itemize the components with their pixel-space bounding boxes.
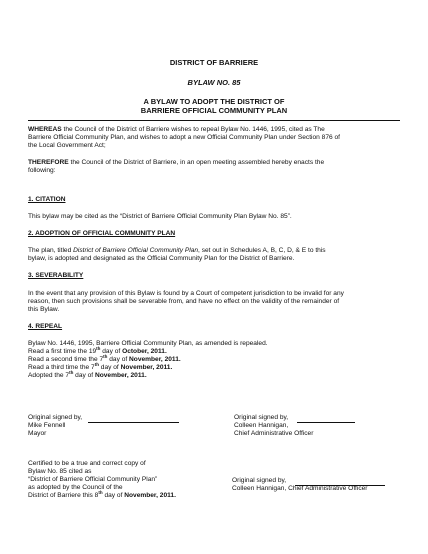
section-2-post: , set out in Schedules A, B, C, D, & E to this xyxy=(198,247,326,254)
therefore-lead: THEREFORE xyxy=(28,159,69,166)
bylaw-title-line-1: A BYLAW TO ADOPT THE DISTRICT OF xyxy=(143,97,285,106)
reading-adopted xyxy=(28,369,400,380)
section-3-heading: 3. SEVERABILITY xyxy=(28,272,84,279)
reading-second-pre: Read a second time the 7 xyxy=(28,356,104,363)
whereas-line-1 xyxy=(28,126,400,134)
mayor-signature-line xyxy=(88,422,179,423)
section-2-heading: 2. ADOPTION OF OFFICIAL COMMUNITY PLAN xyxy=(28,230,176,237)
certifier-signed-label: Original signed by, xyxy=(232,477,287,484)
whereas-lead: WHEREAS xyxy=(28,126,62,133)
district-heading: DISTRICT OF BARRIERE xyxy=(169,58,259,67)
cao-signed-label: Original signed by, xyxy=(234,414,289,421)
reading-third-sup: th xyxy=(94,361,99,367)
section-3-line-1: In the event that any provision of this Bylaw is found by a Court of competent jurisdiction to be invalid for any xyxy=(28,290,344,297)
reading-third-date: November, 2011. xyxy=(120,364,173,371)
certifier-name: Colleen Hannigan, Chief Administrative Officer xyxy=(232,485,368,492)
section-3-line-3: this Bylaw. xyxy=(28,306,60,313)
section-2-pre: The plan, titled xyxy=(28,247,74,254)
reading-third xyxy=(28,361,400,372)
cao-signature-line xyxy=(297,422,355,423)
reading-adopted-mid: day of xyxy=(73,372,95,379)
mayor-name: Mike Fennell xyxy=(28,422,66,429)
section-3-line-2: reason, then such provisions shall be severable from, and have no effect on the validity of the remainder of xyxy=(28,298,340,305)
section-1-text: This bylaw may be cited as the “District of Barriere Official Community Plan Bylaw No. 85”. xyxy=(28,213,292,220)
section-4-heading: 4. REPEAL xyxy=(28,323,63,330)
certified-line-2: Bylaw No. 85 cited as xyxy=(28,468,92,475)
whereas-text-1: the Council of the District of Barriere wishes to repeal Bylaw No. 1446, 1995, cited as The xyxy=(61,126,325,133)
reading-second-sup: th xyxy=(103,353,108,359)
certified-date: November, 2011. xyxy=(124,492,176,499)
reading-second-mid: day of xyxy=(107,356,130,363)
certified-line-5-mid: day of xyxy=(102,492,125,499)
certified-line-4: as adopted by the Council of the xyxy=(28,484,123,491)
mayor-signed-label: Original signed by, xyxy=(28,414,83,421)
plan-title-italic: District of Barriere Official Community Plan xyxy=(73,247,199,254)
therefore-line-2: following: xyxy=(28,167,56,174)
reading-third-mid: day of xyxy=(98,364,121,371)
reading-adopted-sup: th xyxy=(69,369,74,375)
reading-second-date: November, 2011. xyxy=(129,356,181,363)
cao-title: Chief Administrative Officer xyxy=(234,430,314,437)
therefore-line-1 xyxy=(28,159,400,167)
reading-third-pre: Read a third time the 7 xyxy=(28,364,95,371)
certified-line-5-sup: th xyxy=(98,489,103,495)
certified-line-1: Certified to be a true and correct copy of xyxy=(28,460,146,467)
reading-adopted-pre: Adopted the 7 xyxy=(28,372,70,379)
section-2-line-1 xyxy=(28,247,400,255)
whereas-line-2: Barriere Official Community Plan, and wishes to adopt a new Official Community Plan under Section 876 of xyxy=(28,134,341,141)
bylaw-number: BYLAW NO. 85 xyxy=(187,78,241,87)
mayor-title: Mayor xyxy=(28,430,47,437)
reading-first-mid: day of xyxy=(100,348,123,355)
certified-line-3: “District of Barriere Official Community Plan” xyxy=(28,476,158,483)
header-rule xyxy=(28,120,400,121)
reading-first xyxy=(28,345,400,356)
cao-name: Colleen Hannigan, xyxy=(234,422,289,429)
section-2-line-2: bylaw, is adopted and designated as the Official Community Plan for the District of Barriere. xyxy=(28,255,295,262)
certified-line-5 xyxy=(28,489,176,500)
reading-adopted-date: November, 2011. xyxy=(94,372,147,379)
reading-second xyxy=(28,353,400,364)
therefore-text-1: the Council of the District of Barriere, in an open meeting assembled hereby enacts the xyxy=(68,159,325,166)
reading-first-pre: Read a first time the 19 xyxy=(28,348,97,355)
section-1-heading: 1. CITATION xyxy=(28,196,66,203)
section-4-line-1: Bylaw No. 1446, 1995, Barriere Official Community Plan, as amended is repealed. xyxy=(28,340,268,347)
whereas-line-3: the Local Government Act; xyxy=(28,142,106,149)
reading-first-sup: th xyxy=(96,345,101,351)
bylaw-title-line-2: BARRIERE OFFICIAL COMMUNITY PLAN xyxy=(140,106,288,115)
certified-line-5-pre: District of Barriere this 8 xyxy=(28,492,99,499)
reading-first-date: October, 2011. xyxy=(122,348,167,355)
